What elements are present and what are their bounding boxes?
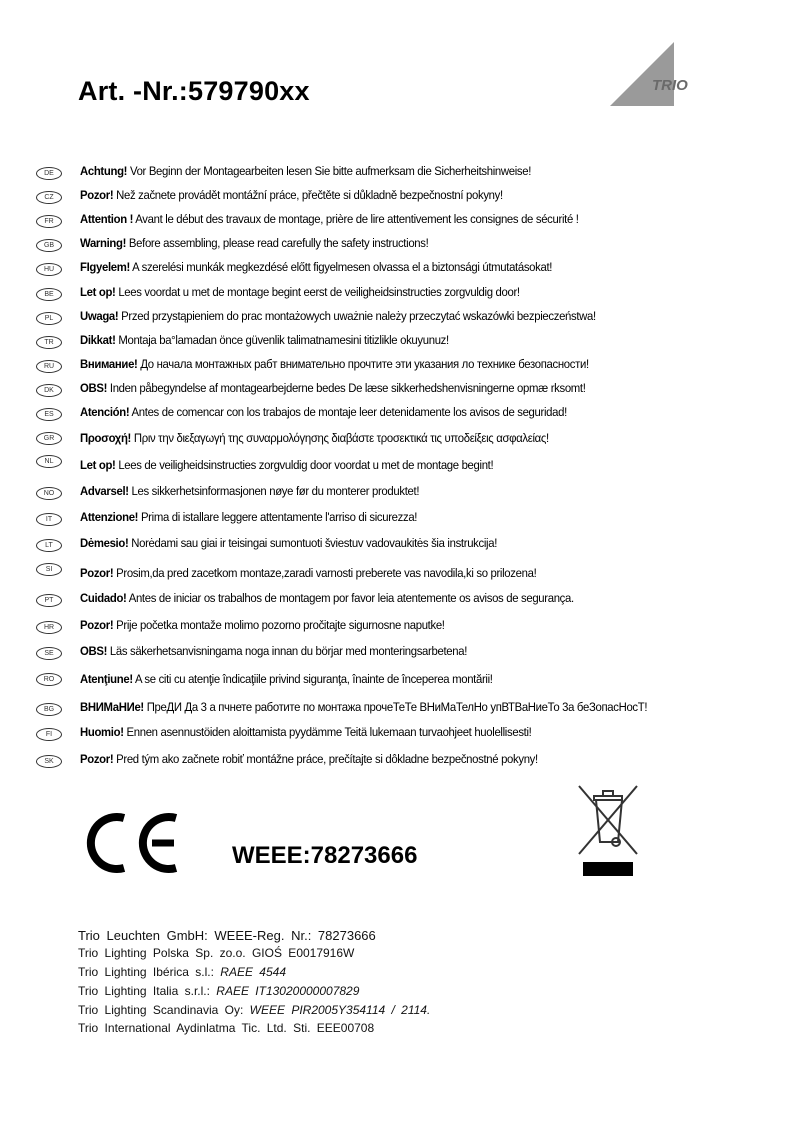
warning-row-ru — [36, 357, 796, 377]
warning-text — [80, 725, 532, 739]
language-badge: RO — [36, 673, 62, 686]
warning-body: Antes de comencar con los trabajos de montaje leer detenidamente los avisos de seguridad! — [129, 405, 567, 419]
warning-body: Montaja ba°lamadan önce güvenlik talimatnamesini titizlikle okuyunuz! — [115, 333, 449, 347]
language-badge: GB — [36, 239, 62, 252]
warning-row-nl — [36, 452, 796, 472]
warning-row-de — [36, 164, 796, 184]
warning-row-fr — [36, 212, 796, 232]
warning-body: ПреДИ Да 3 а пчнете работите по монтажа прочеТеТе ВНиМаТелНо упВТВаНиеТо 3а беЗопасНосТ! — [143, 700, 648, 714]
registration-number: WEEE PIR2005Y354114 / 2114. — [249, 1003, 431, 1017]
language-badge: RU — [36, 360, 62, 373]
language-badge: FR — [36, 215, 62, 228]
warning-row-se — [36, 644, 796, 664]
warning-text — [80, 536, 497, 550]
warning-text — [80, 405, 567, 419]
registration-line — [78, 946, 354, 960]
warning-heading: Pozor! — [80, 566, 114, 580]
warning-body: Lees de veiligheidsinstructies zorgvuldig door voordat u met de montage begint! — [115, 458, 494, 472]
warning-body: A szerelési munkák megkezdésé előtt figyelmesen olvassa el a biztonsági útmutatásokat! — [129, 260, 553, 274]
warning-text — [80, 672, 493, 686]
warning-row-pt — [36, 591, 796, 611]
language-badge: SK — [36, 755, 62, 768]
warning-text — [80, 260, 552, 274]
registration-company: Trio Lighting Polska Sp. zo.o. GIOŚ E0017916W — [78, 946, 355, 960]
warning-heading: OBS! — [80, 644, 108, 658]
warning-heading: Let op! — [80, 458, 116, 472]
registration-line — [78, 1003, 430, 1017]
warning-body: Antes de iniciar os trabalhos de montagem por favor leia atentemente os avisos de segurança. — [126, 591, 574, 605]
warning-body: Πριν την διεξαγωγή της συναρμολόγησης διαβάστε τροσεκτικά τις υποδείξεις ασφαλείας! — [131, 431, 549, 445]
language-badge: CZ — [36, 191, 62, 204]
warning-text — [80, 700, 647, 714]
warning-body: Inden påbegyndelse af montagearbejderne bedes De læse sikkerhedshenvisningerne opmæ rksomt! — [107, 381, 586, 395]
warning-heading: Attenzione! — [80, 510, 139, 524]
warning-body: Prima di istallare leggere attentamente l'arriso di sicurezza! — [138, 510, 418, 524]
warning-heading: Cuidado! — [80, 591, 127, 605]
warning-row-sk — [36, 752, 796, 772]
registration-company: Trio Leuchten GmbH: WEEE-Reg. Nr.: 78273666 — [78, 928, 376, 943]
warning-row-be — [36, 285, 796, 305]
language-badge: FI — [36, 728, 62, 741]
warning-heading: Huomio! — [80, 725, 124, 739]
warning-row-dk — [36, 381, 796, 401]
warning-text — [80, 309, 596, 323]
warning-row-bg — [36, 700, 796, 720]
warning-heading: Pozor! — [80, 188, 114, 202]
ce-mark-icon — [82, 812, 182, 874]
language-badge: TR — [36, 336, 62, 349]
warning-row-hu — [36, 260, 796, 280]
warning-body: Vor Beginn der Montagearbeiten lesen Sie bitte aufmerksam die Sicherheitshinweise! — [127, 164, 532, 178]
warning-body: Avant le début des travaux de montage, prière de lire attentivement les consignes de sécurité ! — [133, 212, 579, 226]
warning-body: Prosim,da pred zacetkom montaze,zaradi varnosti preberete vas navodila,ki so prilozena! — [113, 566, 537, 580]
warning-heading: Uwaga! — [80, 309, 119, 323]
warning-row-no — [36, 484, 796, 504]
warning-body: Pred tým ako začnete robiť montážne práce, prečítajte si dôkladne bezpečnostné pokyny! — [113, 752, 538, 766]
warning-heading: Achtung! — [80, 164, 128, 178]
warning-row-gb — [36, 236, 796, 256]
warning-text — [80, 285, 520, 299]
registration-line — [78, 928, 376, 943]
language-badge: HU — [36, 263, 62, 276]
language-badge: HR — [36, 621, 62, 634]
warning-text — [80, 188, 503, 202]
warning-text — [80, 357, 589, 371]
warning-heading: Внимание! — [80, 357, 138, 371]
warning-heading: Προσοχή! — [80, 431, 132, 445]
warning-row-it — [36, 510, 796, 530]
registration-line — [78, 1021, 374, 1035]
warning-heading: Warning! — [80, 236, 127, 250]
registration-company: Trio International Aydinlatma Tic. Ltd. Sti. EEE00708 — [78, 1021, 375, 1035]
language-badge: DK — [36, 384, 62, 397]
language-badge: DE — [36, 167, 62, 180]
language-badge: NO — [36, 487, 62, 500]
warning-body: Les sikkerhetsinformasjonen nøye før du monterer produktet! — [128, 484, 420, 498]
language-badge: SE — [36, 647, 62, 660]
warning-text — [80, 591, 574, 605]
warning-body: Norėdami sau giai ir teisingai sumontuoti šviestuv vadovaukitės šia instrukcija! — [128, 536, 498, 550]
warning-heading: Advarsel! — [80, 484, 129, 498]
warning-text — [80, 333, 449, 347]
warning-row-si — [36, 560, 796, 580]
warning-text — [80, 164, 531, 178]
warning-heading: OBS! — [80, 381, 108, 395]
warning-heading: Pozor! — [80, 752, 114, 766]
weee-number: WEEE:78273666 — [232, 842, 418, 869]
registration-line — [78, 965, 286, 979]
warning-body: Než začnete provádět montážní práce, přečtěte si důkladně bezpečnostní pokyny! — [113, 188, 503, 202]
warning-text — [80, 644, 467, 658]
warning-text — [80, 458, 493, 472]
weee-crossed-bin-icon — [575, 782, 641, 878]
warning-row-gr — [36, 429, 796, 449]
language-badge: ES — [36, 408, 62, 421]
warning-row-ro — [36, 670, 796, 690]
warning-text — [80, 510, 417, 524]
warning-body: До начала монтажных рабт внимательно прочтите эти указания ло технике безопасности! — [137, 357, 589, 371]
warning-body: A se citi cu atenţie îndicaţiile privind siguranţa, înainte de începerea montării! — [132, 672, 493, 686]
registration-number: RAEE IT13020000007829 — [216, 984, 360, 998]
warning-text — [80, 484, 419, 498]
warning-heading: Dėmesio! — [80, 536, 129, 550]
language-badge: PT — [36, 594, 62, 607]
warning-row-fi — [36, 725, 796, 745]
language-badge: BE — [36, 288, 62, 301]
registration-company: Trio Lighting Ibérica s.l.: — [78, 965, 221, 979]
language-badge: LT — [36, 539, 62, 552]
warning-text — [80, 566, 536, 580]
warning-text — [80, 236, 428, 250]
language-badge: GR — [36, 432, 62, 445]
registration-number: RAEE 4544 — [220, 965, 286, 979]
warning-row-lt — [36, 536, 796, 556]
language-badge: IT — [36, 513, 62, 526]
article-number-title: Art. -Nr.:579790xx — [78, 76, 310, 106]
warning-row-cz — [36, 188, 796, 208]
language-badge: BG — [36, 703, 62, 716]
registration-line — [78, 984, 359, 998]
warning-heading: Pozor! — [80, 618, 114, 632]
warning-heading: Atenţiune! — [80, 672, 133, 686]
warning-heading: Let op! — [80, 285, 116, 299]
warning-body: Läs säkerhetsanvisningama noga innan du börjar med monteringsarbetena! — [107, 644, 468, 658]
registration-company: Trio Lighting Italia s.r.l.: — [78, 984, 217, 998]
warning-text — [80, 618, 445, 632]
warning-body: Przed przystąpieniem do prac montażowych uważnie należy przeczytać wskazówki bezpieczeństwa! — [118, 309, 596, 323]
warning-row-hr — [36, 618, 796, 638]
trio-logo — [608, 40, 704, 108]
warning-heading: FIgyelem! — [80, 260, 130, 274]
warning-heading: Attention ! — [80, 212, 134, 226]
warning-row-es — [36, 405, 796, 425]
registration-company: Trio Lighting Scandinavia Oy: — [78, 1003, 250, 1017]
warning-text — [80, 752, 538, 766]
language-badge: PL — [36, 312, 62, 325]
warning-text — [80, 431, 549, 445]
warning-body: Prije početka montaže molimo pozorno pročitajte sigurnosne naputke! — [113, 618, 445, 632]
warning-heading: ВНИМаНИе! — [80, 700, 144, 714]
warning-body: Before assembling, please read carefully the safety instructions! — [126, 236, 429, 250]
language-badge: SI — [36, 563, 62, 576]
language-badge: NL — [36, 455, 62, 468]
svg-text:TRIO: TRIO — [652, 77, 688, 94]
warning-body: Lees voordat u met de montage begint eerst de veiligheidsinstructies zorgvuldig door! — [115, 285, 520, 299]
warning-row-tr — [36, 333, 796, 353]
warning-heading: Atención! — [80, 405, 130, 419]
warning-body: Ennen asennustöiden aloittamista pyydämme Teitä lukemaan turvaohjeet huolellisesti! — [123, 725, 532, 739]
warning-row-pl — [36, 309, 796, 329]
warning-text — [80, 381, 586, 395]
warning-text — [80, 212, 579, 226]
warning-heading: Dikkat! — [80, 333, 116, 347]
